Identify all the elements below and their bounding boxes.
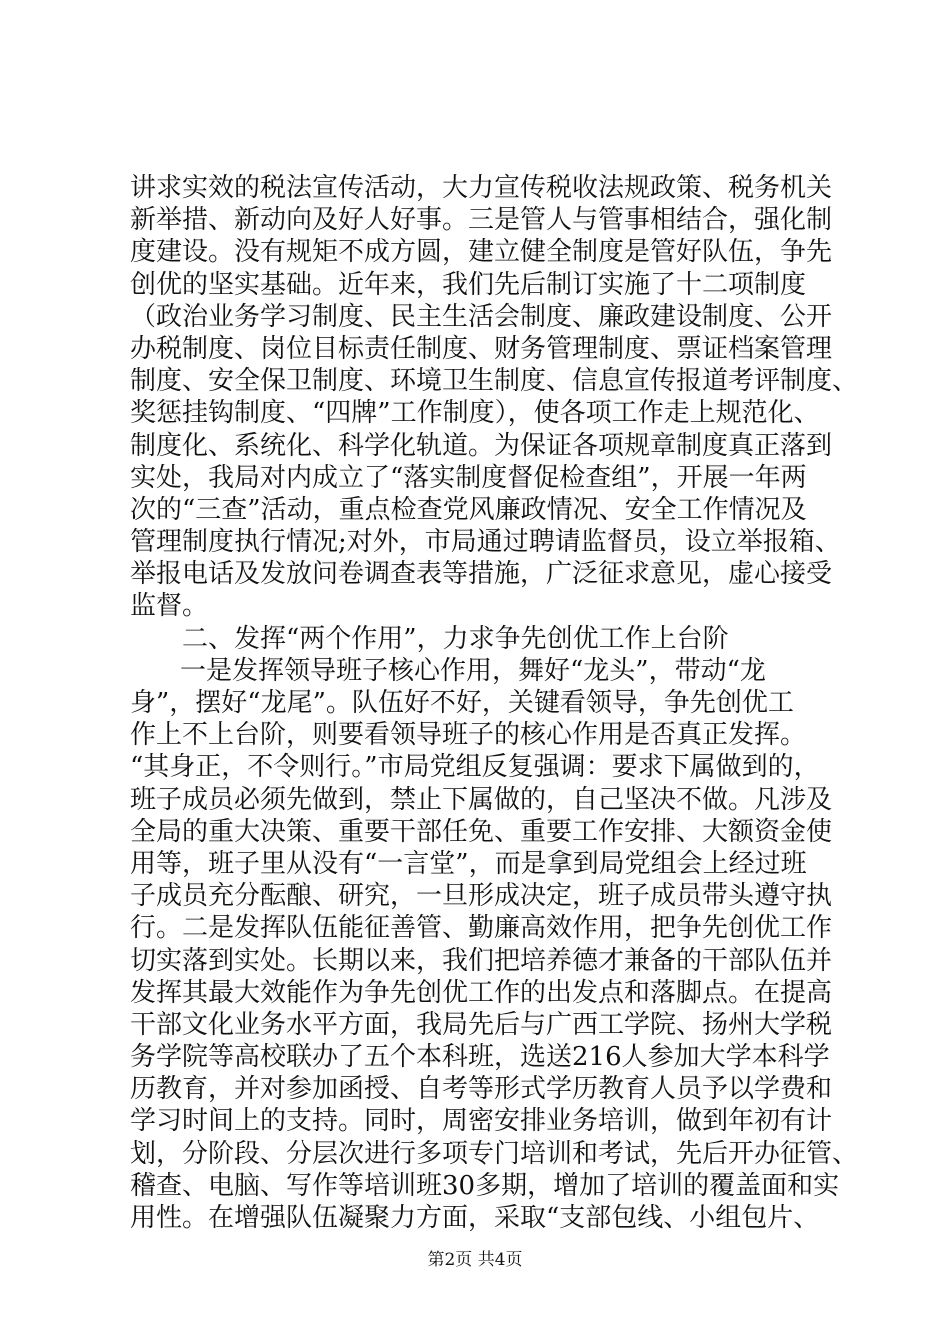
- text-line-4: 创优的坚实基础。近年来，我们先后制订实施了十二项制度: [130, 269, 807, 300]
- text-line-24: 行。二是发挥队伍能征善管、勤廉高效作用，把争先创优工作: [130, 913, 833, 944]
- text-line-5: （政治业务学习制度、民主生活会制度、廉政建设制度、公开: [130, 301, 833, 332]
- text-line-14: 监督。: [130, 591, 209, 622]
- text-line-11: 次的“三查”活动，重点检查党风廉政情况、安全工作情况及: [130, 494, 807, 525]
- text-line-6: 办税制度、岗位目标责任制度、财务管理制度、票证档案管理: [130, 333, 833, 364]
- text-line-1: 讲求实效的税法宣传活动，大力宣传税收法规政策、税务机关: [130, 173, 833, 203]
- text-line-29: 历教育，并对参加函授、自考等形式学历教育人员予以学费和: [130, 1074, 833, 1105]
- text-line-23: 子成员充分酝酿、研究，一旦形成决定，班子成员带头遵守执: [130, 881, 833, 912]
- text-line-26: 发挥其最大效能作为争先创优工作的出发点和落脚点。在提高: [130, 977, 833, 1008]
- text-line-10: 实处，我局对内成立了“落实制度督促检查组”，开展一年两: [130, 462, 807, 493]
- text-line-2: 新举措、新动向及好人好事。三是管人与管事相结合，强化制: [130, 205, 833, 236]
- text-line-9: 制度化、系统化、科学化轨道。为保证各项规章制度真正落到: [130, 430, 833, 461]
- text-line-17: 身”，摆好“龙尾”。队伍好不好，关键看领导，争先创优工: [130, 688, 794, 718]
- text-line-16: 一是发挥领导班子核心作用，舞好“龙头”，带动“龙: [180, 655, 766, 686]
- text-line-20: 班子成员必须先做到，禁止下属做的，自己坚决不做。凡涉及: [130, 784, 833, 815]
- text-line-12: 管理制度执行情况;对外，市局通过聘请监督员，设立举报箱、: [130, 527, 841, 558]
- text-line-19: “其身正，不令则行。”市局党组反复强调：要求下属做到的，: [130, 752, 820, 783]
- text-line-13: 举报电话及发放问卷调查表等措施，广泛征求意见，虚心接受: [130, 559, 833, 590]
- text-line-21: 全局的重大决策、重要干部任免、重要工作安排、大额资金使: [130, 816, 833, 847]
- text-line-28: 务学院等高校联办了五个本科班，选送216人参加大学本科学: [130, 1042, 830, 1073]
- text-line-27: 干部文化业务水平方面，我局先后与广西工学院、扬州大学税: [130, 1009, 833, 1040]
- text-line-22: 用等，班子里从没有“一言堂”，而是拿到局党组会上经过班: [130, 848, 807, 879]
- text-line-31: 划，分阶段、分层次进行多项专门培训和考试，先后开办征管、: [130, 1138, 859, 1169]
- text-line-18: 作上不上台阶，则要看领导班子的核心作用是否真正发挥。: [130, 720, 807, 751]
- page-footer: 第2页 共4页: [427, 1250, 523, 1270]
- text-line-3: 度建设。没有规矩不成方圆，建立健全制度是管好队伍，争先: [130, 237, 833, 268]
- text-line-25: 切实落到实处。长期以来，我们把培养德才兼备的干部队伍并: [130, 945, 833, 976]
- text-line-33: 用性。在增强队伍凝聚力方面，采取“支部包线、小组包片、: [130, 1203, 820, 1233]
- text-line-30: 学习时间上的支持。同时，周密安排业务培训，做到年初有计: [130, 1106, 833, 1137]
- document-body: [130, 172, 860, 1234]
- section-heading: 二、发挥“两个作用”，力求争先创优工作上台阶: [182, 623, 729, 654]
- text-line-32: 稽查、电脑、写作等培训班30多期，增加了培训的覆盖面和实: [130, 1170, 840, 1201]
- text-line-7: 制度、安全保卫制度、环境卫生制度、信息宣传报道考评制度、: [130, 366, 859, 397]
- text-line-8: 奖惩挂钩制度、“四牌”工作制度），使各项工作走上规范化、: [130, 398, 820, 429]
